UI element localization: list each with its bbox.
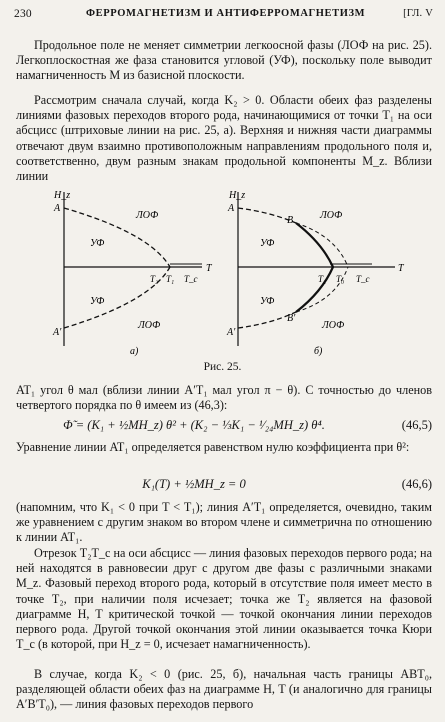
region-lof-top-b: ЛОФ [320, 210, 343, 221]
page-number: 230 [14, 8, 32, 20]
running-header [14, 8, 433, 24]
axis-x-label-b: T [398, 263, 404, 274]
point-A-a: A [54, 203, 61, 214]
panel-label-a: а) [130, 346, 139, 357]
point-B-prime-b: B′ [287, 313, 296, 324]
region-uf-bottom-b: УФ [260, 296, 275, 307]
point-A-b: A [228, 203, 235, 214]
equation-46-5 [16, 418, 432, 436]
paragraph-1: Продольное поле не меняет симметрии легкоосной фазы (ЛОФ на рис. 25). Легкоплоскостная же фаза становится угловой (УФ), поскольку поле выводит намагниченность M из базисной плоскости. [16, 38, 432, 83]
point-B-b: B [287, 215, 294, 226]
paragraph-6: Отрезок T₂T_c на оси абсцисс — линия фазовых переходов первого рода; на ней находятся в равновесии друг с другом две фазы с различными знаками M_z. Фазовый переход второго рода, который в отсутствие поля имеет место в точке T₂, при наличии поля исчезает; точка же T₂ является на фазовой диаграмме H, T критической точкой — точкой окончания линии переходов первого рода. Другой точкой окончания этой линии оказывается точка Кюри T_c (в которой, при H_z = 0, исчезает намагниченность). [16, 546, 432, 652]
point-Tc-a: T_c [184, 274, 198, 284]
region-uf-top-a: УФ [90, 238, 105, 249]
panel-a [52, 190, 213, 357]
point-A-prime-b: A′ [227, 327, 236, 338]
point-T1-a: T₁ [166, 274, 175, 284]
axis-y-label-a: H_z [54, 190, 71, 201]
region-uf-top-b: УФ [260, 238, 275, 249]
paragraph-5: (напомним, что K₁ < 0 при T < T₁); линия A′T₁ определяется, очевидно, таким же уравнением с другим знаком во втором члене и симметрична по отношению к линии AT₁. [16, 500, 432, 545]
point-A-prime-a: A′ [53, 327, 62, 338]
equation-46-6 [16, 477, 432, 495]
chapter-marker: [ГЛ. V [403, 8, 433, 19]
paragraph-4: Уравнение линии AT₁ определяется равенством нулю коэффициента при θ²: [16, 440, 410, 454]
paragraph-3: AT₁ угол θ мал (вблизи линии A′T₁ мал угол π − θ). С точностью до членов четвертого порядка по θ имеем из (46,3): [16, 383, 432, 413]
point-Tc-b: T_c [356, 274, 370, 284]
paragraph-2: Рассмотрим сначала случай, когда K₂ > 0. Области обеих фаз разделены линиями фазовых переходов второго рода, начинающимися от точки T₁ на оси абсцисс (штриховые линии на рис. 25, а). Верхняя и нижняя части диаграммы отвечают двум взаимно противоположным направлениям продольного поля и, соответственно, двум разным знакам продольной компоненты M_z. Вблизи линии [16, 93, 432, 184]
panel-label-b: б) [314, 346, 323, 357]
equation-46-5-number: (46,5) [401, 418, 432, 432]
figure-25 [0, 178, 445, 360]
point-T0-b: T₀ [336, 274, 345, 284]
region-uf-bottom-a: УФ [90, 296, 105, 307]
equation-46-6-formula: K₁(T) + ½MH_z = 0 [142, 477, 246, 491]
region-lof-bottom-a: ЛОФ [138, 320, 161, 331]
running-title: ФЕРРОМАГНЕТИЗМ И АНТИФЕРРОМАГНЕТИЗМ [86, 8, 366, 19]
region-lof-bottom-b: ЛОФ [322, 320, 345, 331]
point-T2-a: T₂ [150, 274, 159, 284]
axis-y-label-b: H_z [229, 190, 246, 201]
equation-46-6-number: (46,6) [401, 477, 432, 491]
figure-caption: Рис. 25. [203, 361, 242, 373]
region-lof-top-a: ЛОФ [136, 210, 159, 221]
axis-x-label-a: T [206, 263, 212, 274]
point-T2-b: T₂ [318, 274, 327, 284]
equation-46-5-formula: Φ̃ = (K₁ + ½MH_z) θ² + (K₂ − ⅓K₁ − ¹⁄₂₄MH_z) θ⁴. [63, 418, 325, 432]
paragraph-7: В случае, когда K₂ < 0 (рис. 25, б), начальная часть границы ABT₀, разделяющей области обеих фаз на диаграмме H, T (и аналогично для границы A′B′T₀), — линия фазовых переходов первого [16, 667, 432, 712]
panel-b [226, 190, 405, 357]
